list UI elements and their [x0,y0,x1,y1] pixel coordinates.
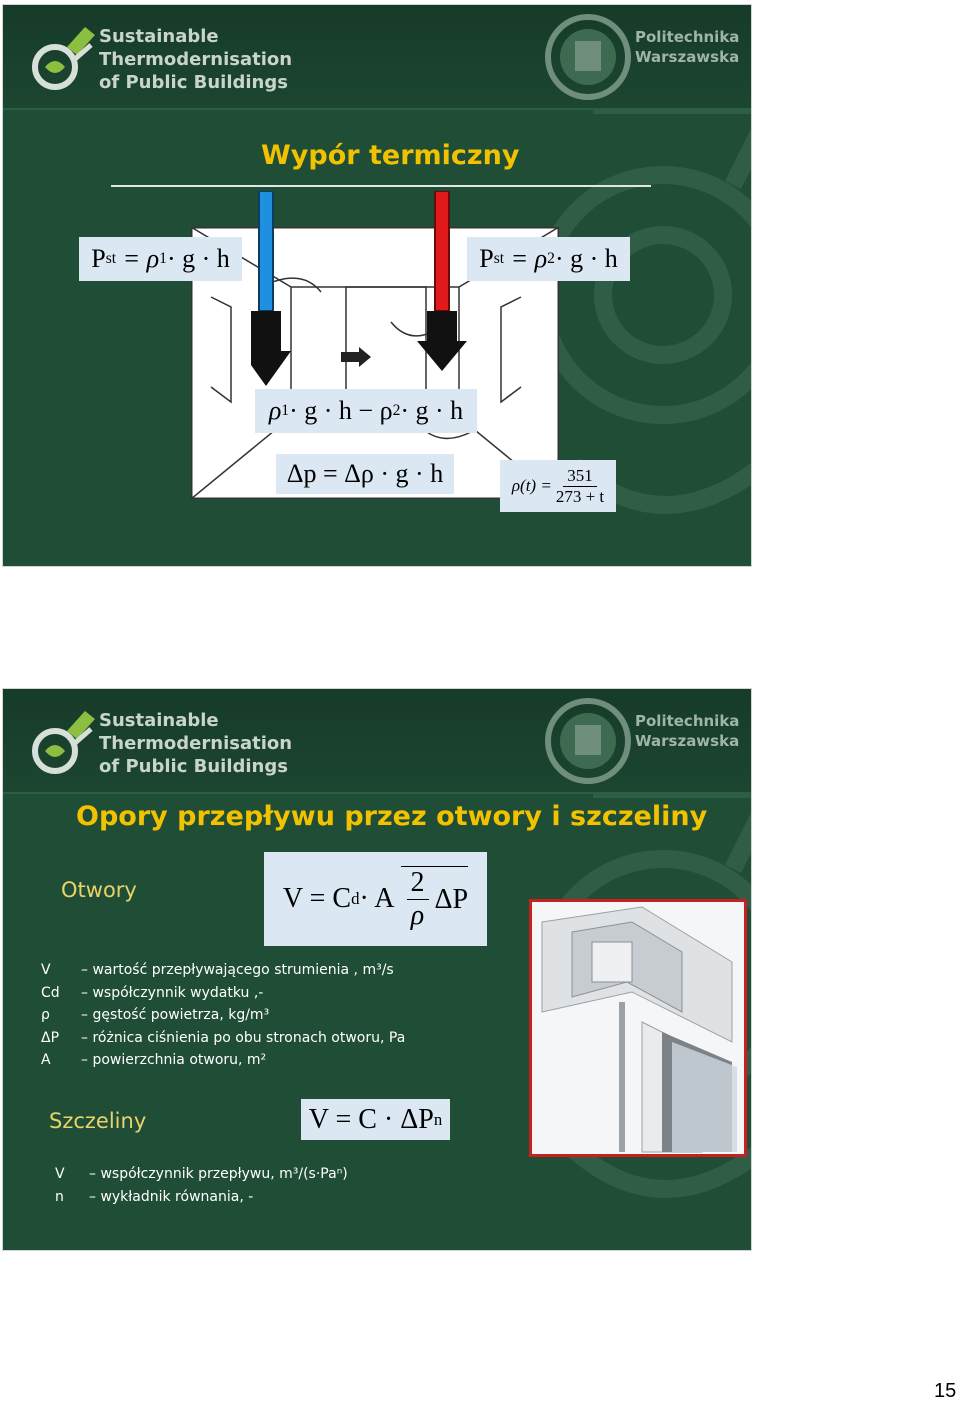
formula-pst-right-rho-sub: 2 [547,250,555,267]
formula-pressure-difference [255,389,477,433]
formula-rho-fraction [556,466,604,507]
window-frame-cross-section-icon [532,902,744,1154]
section-label-cracks: Szczeliny [49,1109,147,1133]
politechnika-crest-icon [543,695,633,787]
formula-rho-numerator: 351 [563,466,597,487]
formula-pst-right-rho: = ρ [510,244,548,273]
formula-pst-left-rho-sub: 1 [159,250,167,267]
formula-main-denominator: ρ [410,900,425,931]
university-line-2: Warszawska [635,48,740,66]
formula-rho-denominator: 273 + t [555,486,605,506]
formula-diff-middle: · g · h − ρ [289,396,393,425]
slide-thermal-buoyancy [3,5,751,566]
brand-line-2: Thermodernisation [99,733,293,754]
legend-row [41,1049,405,1072]
formula-diff-rho1: ρ [268,396,282,425]
formula-pst-left [79,237,242,281]
legend-row [41,1027,405,1050]
formula-diff-tail: · g · h [400,396,464,425]
legend-text: – różnica ciśnienia po obu stronach otworu, Pa [81,1029,406,1046]
cold-column [259,191,273,311]
slide-title: Opory przepływu przez otwory i szczeliny [76,801,708,832]
legend-text: – współczynnik przepływu, m³/(s·Paⁿ) [89,1166,348,1182]
formula-rho-lhs: ρ(t) = [511,476,552,495]
legend-row [55,1163,348,1186]
university-name [635,27,739,67]
brand-line-1: Sustainable [99,26,219,47]
formula-main-sub: d [351,889,360,908]
legend-text: – gęstość powietrza, kg/m³ [81,1007,270,1024]
brand-line-3: of Public Buildings [99,72,288,93]
openings-legend [41,959,405,1072]
slide-header [3,689,751,792]
legend-row [41,959,405,982]
formula-pst-left-p: P [91,244,106,273]
header-divider [3,792,751,794]
formula-crack-flow [301,1099,450,1140]
section-label-openings: Otwory [61,878,137,902]
brand-line-3: of Public Buildings [99,756,288,777]
legend-row [55,1186,348,1209]
slide-flow-resistance [3,689,751,1250]
university-line-2: Warszawska [635,732,740,750]
header-divider [3,108,751,110]
formula-delta-p [276,454,454,494]
formula-pst-left-tail: · g · h [166,244,230,273]
formula-pst-right-p: P [479,244,494,273]
formula-diff-rho1-sub: 1 [281,402,290,419]
legend-row [41,1004,405,1027]
formula-main-area: · A [359,883,395,914]
formula-pst-left-rho: = ρ [122,244,160,273]
legend-text: – wykładnik równania, - [89,1188,254,1205]
formula-main-numerator: 2 [407,867,429,900]
formula-pst-right-sub: st [493,250,505,267]
cold-arrow-down-icon [251,311,291,386]
cracks-legend [55,1163,348,1208]
formula-main-fraction [407,867,429,932]
brand-line-2: Thermodernisation [99,49,293,70]
formula-main-sqrt [401,866,469,932]
university-line-1: Politechnika [635,28,740,46]
hot-arrow-down-icon [417,311,467,371]
slide-header [3,5,751,108]
politechnika-crest-icon [543,11,633,103]
formula-crack-exponent: n [433,1109,443,1129]
brand-text [99,709,292,778]
formula-pst-right [467,237,630,281]
formula-opening-flow [264,852,487,946]
legend-symbol: A [41,1052,51,1069]
formula-air-density [500,460,616,512]
formula-pst-right-tail: · g · h [554,244,618,273]
legend-text: – współczynnik wydatku ,- [81,984,264,1001]
brand-line-1: Sustainable [99,710,219,731]
stpb-logo-icon [25,15,105,95]
legend-symbol: Cd [41,984,60,1001]
legend-symbol: ρ [41,1007,50,1024]
legend-text: – wartość przepływającego strumienia , m³/s [81,962,394,978]
formula-crack-lhs: V = C · ΔP [308,1103,434,1135]
legend-symbol: V [41,962,51,978]
formula-delta-p-text: Δp = Δρ · g · h [286,459,444,488]
legend-row [41,982,405,1005]
formula-main-lhs: V = C [282,883,352,914]
university-name [635,711,739,751]
legend-symbol: ΔP [41,1029,60,1046]
hot-column [435,191,449,311]
title-underline [111,185,651,187]
formula-pst-left-sub: st [105,250,117,267]
legend-symbol: V [55,1166,65,1182]
formula-diff-rho2-sub: 2 [392,402,401,419]
brand-text [99,25,292,94]
slide-title: Wypór termiczny [261,140,520,171]
stpb-logo-icon [25,699,105,779]
university-line-1: Politechnika [635,712,740,730]
legend-symbol: n [55,1188,64,1205]
window-profile-photo [529,899,747,1157]
page-number: 15 [934,1380,957,1402]
legend-text: – powierzchnia otworu, m² [81,1052,267,1069]
formula-main-delta-p: ΔP [434,883,469,915]
pressure-columns [251,191,471,391]
